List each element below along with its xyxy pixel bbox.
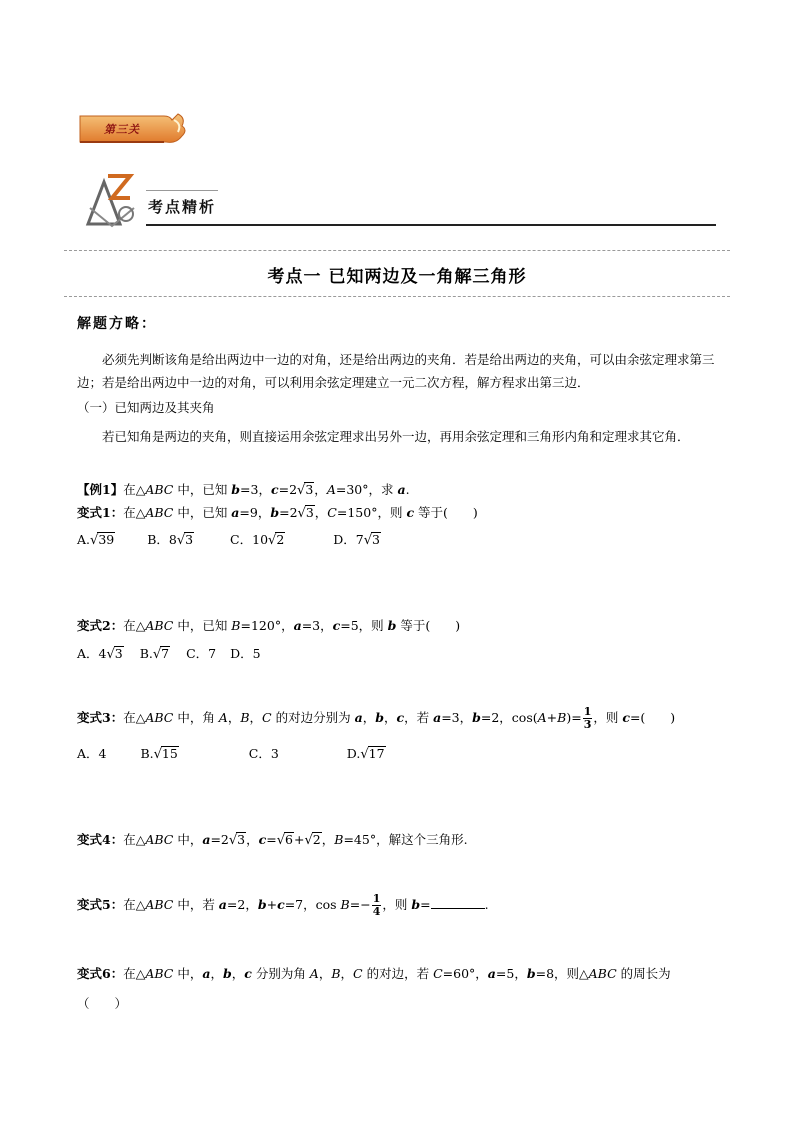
strategy-heading: 解题方略： — [77, 316, 157, 332]
variant-2-question: 变式2：在△ABC 中，已知 B=120°，a=3，c=5，则 b 等于( ) — [77, 618, 461, 633]
drafting-tools-icon — [82, 168, 142, 228]
variant-3-question: 变式3：在△ABC 中，角 A，B，C 的对边分别为 a，b，c，若 a=3，b=2，cos(A+B)= $\frac{1}{3}$ ，则 c=( ) — [77, 705, 676, 731]
dashed-divider-bottom — [64, 296, 730, 297]
option-c[interactable]: C．7 — [186, 646, 217, 661]
dashed-divider-top — [64, 250, 730, 251]
level-badge — [78, 112, 190, 146]
subheading-two-sides-angle: （一）已知两边及其夹角 — [77, 400, 215, 415]
option-a[interactable]: A.√39 — [77, 532, 115, 548]
option-d[interactable]: D．7√3 — [333, 532, 380, 548]
variant-3-options — [77, 744, 386, 762]
intro-paragraph: 必须先判断该角是给出两边中一边的对角，还是给出两边的夹角．若是给出两边的夹角，可以由余弦定理求第三边；若是给出两边中一边的对角，可以利用余弦定理建立一元二次方程，解方程求出第三边． — [77, 352, 715, 390]
option-b[interactable]: B.√15 — [140, 746, 178, 762]
variant-6-answer-paren: （ ） — [77, 996, 128, 1011]
fraction-one-third: $\frac{1}{3}$ — [583, 705, 592, 731]
variant-2-options — [77, 644, 261, 662]
option-b[interactable]: B．8√3 — [147, 532, 194, 548]
method-paragraph: 若已知角是两边的夹角，则直接运用余弦定理求出另外一边，再用余弦定理和三角形内角和定理求其它角． — [102, 429, 690, 444]
page-title: 考点一 已知两边及一角解三角形 — [267, 267, 527, 287]
example-1: 【例1】在△ABC 中，已知 b=3，c=2√3，A=30°，求 a. — [77, 482, 410, 498]
answer-blank[interactable] — [431, 896, 485, 909]
option-a[interactable]: A．4√3 — [77, 646, 123, 662]
option-d[interactable]: D.√17 — [346, 746, 385, 762]
variant-5-question: 变式5：在△ABC 中，若 a=2，b+c=7，cos B=− $\frac{1}{4}$ ，则 b= . — [77, 892, 489, 918]
badge-label: 第三关 — [104, 123, 140, 136]
variant-1-question: 变式1：在△ABC 中，已知 a=9，b=2√3，C=150°，则 c 等于( ) — [77, 505, 478, 521]
option-b[interactable]: B.√7 — [139, 646, 170, 662]
section-divider-bottom — [146, 224, 716, 226]
option-d[interactable]: D．5 — [230, 646, 261, 661]
variant-1-options — [77, 530, 381, 548]
option-a[interactable]: A．4 — [77, 746, 107, 761]
option-c[interactable]: C．3 — [248, 746, 279, 761]
variant-6-question: 变式6：在△ABC 中，a，b，c 分别为角 A，B，C 的对边，若 C=60°，a=5，b=8，则△ABC 的周长为 — [77, 966, 671, 981]
section-title: 考点精析 — [148, 198, 217, 216]
option-c[interactable]: C．10√2 — [230, 532, 285, 548]
variant-4-question: 变式4：在△ABC 中，a=2√3，c=√6+√2，B=45°，解这个三角形. — [77, 832, 468, 848]
fraction-one-fourth: $\frac{1}{4}$ — [372, 892, 381, 918]
section-divider-top — [146, 190, 218, 191]
